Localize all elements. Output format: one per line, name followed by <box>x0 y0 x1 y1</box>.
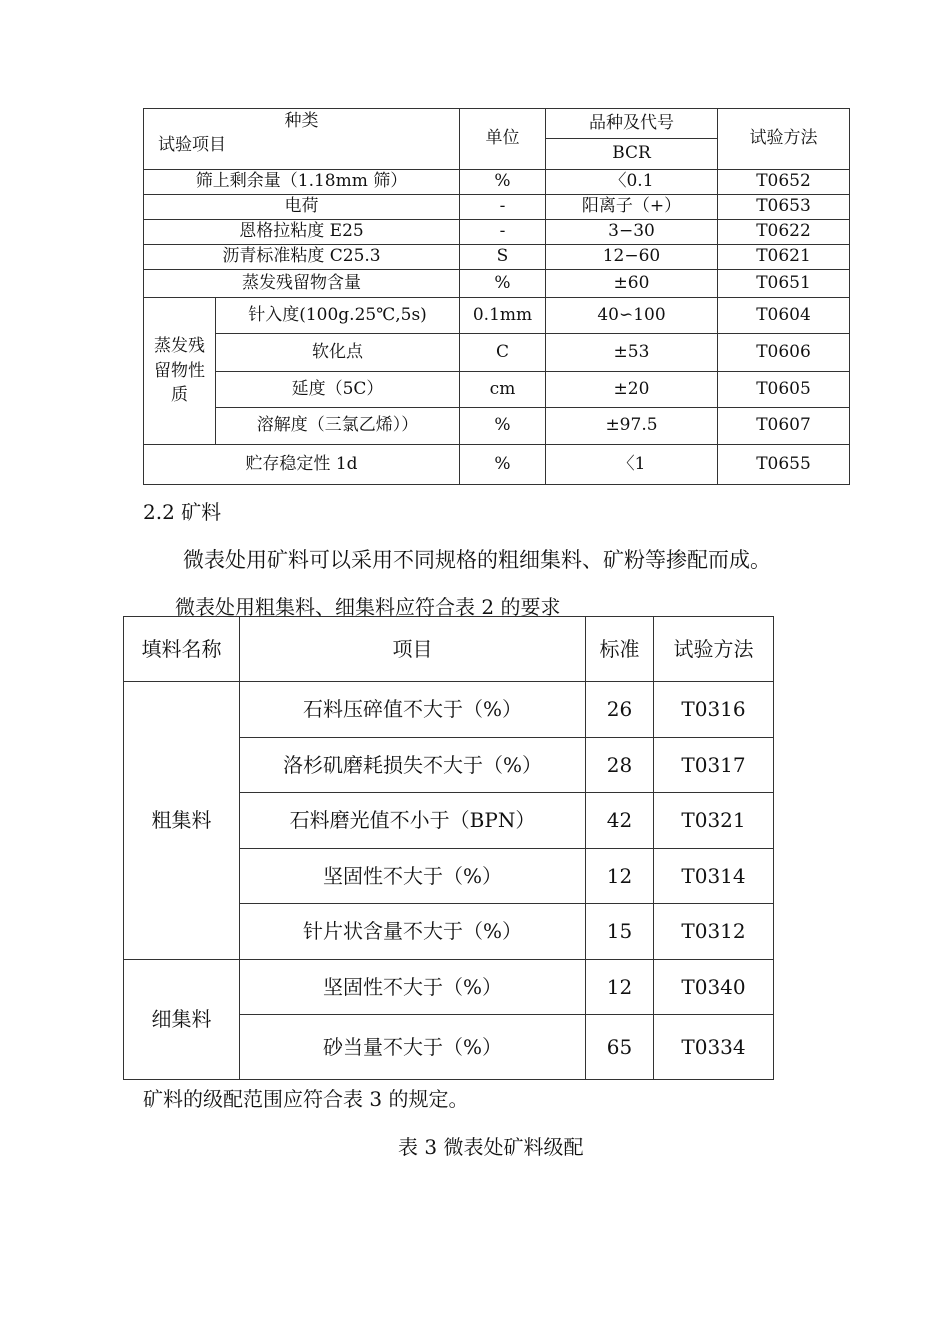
row-value: 阳离子（+） <box>546 195 718 220</box>
code-header: BCR <box>546 139 718 170</box>
paragraph-1: 微表处用矿料可以采用不同规格的粗细集料、矿粉等掺配而成。 <box>183 548 771 572</box>
name-header: 填料名称 <box>124 617 240 682</box>
row-method: T0653 <box>718 195 850 220</box>
row-item: 电荷 <box>144 195 460 220</box>
row-item: 针片状含量不大于（%） <box>240 904 586 960</box>
group-label <box>144 298 216 445</box>
row-method: T0621 <box>718 245 850 270</box>
table-row <box>144 408 850 445</box>
unit-header: 单位 <box>460 109 546 170</box>
row-method: T0604 <box>718 298 850 334</box>
emulsion-spec-table <box>143 108 850 485</box>
row-method: T0317 <box>654 738 774 793</box>
group-label-text: 蒸发残留物性质 <box>153 336 205 406</box>
table3-caption: 表 3 微表处矿料级配 <box>398 1135 584 1159</box>
row-method: T0651 <box>718 270 850 298</box>
section-title: 2.2 矿料 <box>143 500 222 524</box>
row-item: 恩格拉粘度 E25 <box>144 220 460 245</box>
row-value: ±97.5 <box>546 408 718 445</box>
row-item: 石料磨光值不小于（BPN） <box>240 793 586 849</box>
row-method: T0314 <box>654 849 774 904</box>
row-unit: cm <box>460 372 546 408</box>
item-header: 项目 <box>240 617 586 682</box>
row-item: 沥青标准粘度 C25.3 <box>144 245 460 270</box>
row-item: 蒸发残留物含量 <box>144 270 460 298</box>
row-method: T0606 <box>718 334 850 372</box>
row-value: ±53 <box>546 334 718 372</box>
row-standard: 12 <box>586 849 654 904</box>
row-standard: 65 <box>586 1015 654 1080</box>
table-row <box>144 170 850 195</box>
row-item: 软化点 <box>216 334 460 372</box>
standard-header: 标准 <box>586 617 654 682</box>
row-method: T0652 <box>718 170 850 195</box>
row-method: T0655 <box>718 445 850 485</box>
row-standard: 28 <box>586 738 654 793</box>
method-header: 试验方法 <box>718 109 850 170</box>
paragraph-2: 微表处用粗集料、细集料应符合表 2 的要求 <box>175 595 561 619</box>
row-standard: 12 <box>586 960 654 1015</box>
row-unit: 0.1mm <box>460 298 546 334</box>
row-method: T0622 <box>718 220 850 245</box>
row-unit: % <box>460 408 546 445</box>
row-unit: % <box>460 445 546 485</box>
row-value: 〈0.1 <box>546 170 718 195</box>
row-value: 〈1 <box>546 445 718 485</box>
row-item: 贮存稳定性 1d <box>144 445 460 485</box>
table-row <box>144 270 850 298</box>
variety-code-header: 品种及代号 <box>546 109 718 139</box>
row-unit: - <box>460 195 546 220</box>
row-item: 砂当量不大于（%） <box>240 1015 586 1080</box>
row-value: 12−60 <box>546 245 718 270</box>
row-method: T0321 <box>654 793 774 849</box>
row-item: 延度（5C） <box>216 372 460 408</box>
row-value: ±60 <box>546 270 718 298</box>
table-row <box>124 682 774 738</box>
row-method: T0312 <box>654 904 774 960</box>
row-item: 石料压碎值不大于（%） <box>240 682 586 738</box>
row-method: T0607 <box>718 408 850 445</box>
row-unit: S <box>460 245 546 270</box>
row-item: 溶解度（三氯乙烯）） <box>216 408 460 445</box>
row-standard: 26 <box>586 682 654 738</box>
coarse-label: 粗集料 <box>124 682 240 960</box>
table1-diagonal-header <box>144 109 460 170</box>
row-method: T0316 <box>654 682 774 738</box>
aggregate-spec-table <box>123 616 774 1080</box>
row-unit: - <box>460 220 546 245</box>
table-row <box>144 245 850 270</box>
row-unit: % <box>460 170 546 195</box>
row-standard: 15 <box>586 904 654 960</box>
row-unit: % <box>460 270 546 298</box>
fine-label: 细集料 <box>124 960 240 1080</box>
table-row <box>144 372 850 408</box>
category-label: 种类 <box>284 111 319 131</box>
row-item: 筛上剩余量（1.18mm 筛） <box>144 170 460 195</box>
row-method: T0605 <box>718 372 850 408</box>
row-value: 40∽100 <box>546 298 718 334</box>
row-unit: C <box>460 334 546 372</box>
row-item: 坚固性不大于（%） <box>240 849 586 904</box>
row-item: 洛杉矶磨耗损失不大于（%） <box>240 738 586 793</box>
table-row <box>144 445 850 485</box>
row-method: T0340 <box>654 960 774 1015</box>
test-item-label: 试验项目 <box>158 135 226 155</box>
paragraph-3: 矿料的级配范围应符合表 3 的规定。 <box>143 1087 469 1111</box>
table-row <box>144 334 850 372</box>
row-value: 3−30 <box>546 220 718 245</box>
row-value: ±20 <box>546 372 718 408</box>
row-item: 针入度(100g.25℃,5s) <box>216 298 460 334</box>
table-row <box>144 195 850 220</box>
table-row <box>144 298 850 334</box>
method-header: 试验方法 <box>654 617 774 682</box>
row-method: T0334 <box>654 1015 774 1080</box>
table-row <box>124 960 774 1015</box>
table-row <box>144 220 850 245</box>
row-standard: 42 <box>586 793 654 849</box>
row-item: 坚固性不大于（%） <box>240 960 586 1015</box>
